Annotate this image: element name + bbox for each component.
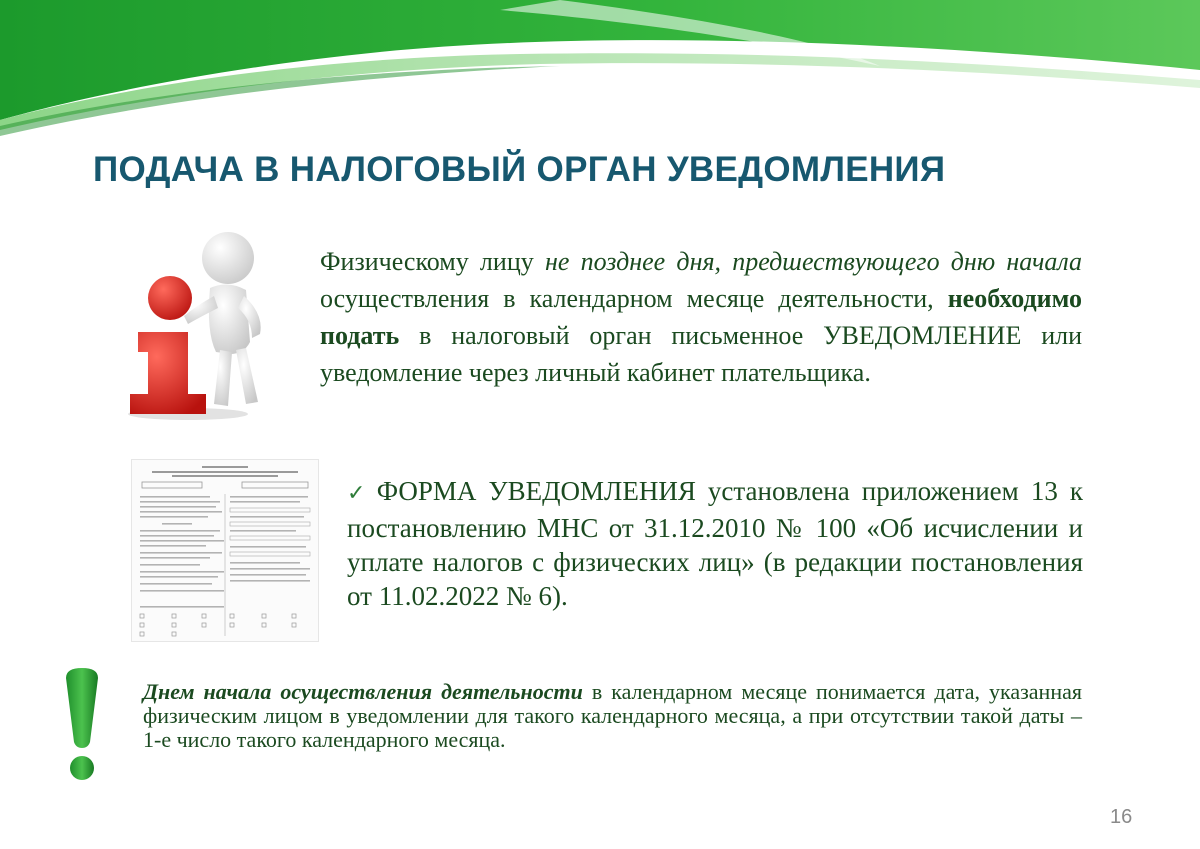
info-person-icon (118, 222, 298, 422)
para2-text: ФОРМА УВЕДОМЛЕНИЯ установлена приложением 13 к постановлению МНС от 31.12.2010 № 100 «Об исчислении и уплате налогов с физических лиц» (в редакции постановления от 11.02.2022 № 6). (347, 476, 1083, 611)
para1-text-3: в налоговый орган письменное УВЕДОМЛЕНИЕ или уведомление через личный кабинет плательщика. (320, 321, 1082, 387)
document-icon (132, 460, 318, 641)
page-number: 16 (1110, 806, 1133, 828)
header-wave-decoration (0, 0, 1200, 140)
para1-text-1: Физическому лицу (320, 247, 545, 276)
checkmark-icon: ✓ (347, 481, 371, 506)
para1-text-2: осуществления в календарном месяце деятельности, (320, 284, 948, 313)
exclamation-icon (58, 664, 106, 784)
form-reference-paragraph (347, 474, 1083, 613)
para3-term: Днем начала осуществления деятельности (143, 679, 583, 704)
para1-deadline-emphasis: не позднее дня, предшествующего дню начала (544, 247, 1082, 276)
notification-requirement-paragraph (320, 243, 1082, 391)
slide-title: ПОДАЧА В НАЛОГОВЫЙ ОРГАН УВЕДОМЛЕНИЯ (93, 150, 946, 189)
para3-text: в календарном месяце понимается дата, указанная физическим лицом в уведомлении для такого календарного месяца, а при отсутствии такой даты – 1-е число такого календарного месяца. (143, 679, 1082, 752)
start-date-definition-paragraph (143, 680, 1082, 752)
para1-must-submit: необходимо подать (320, 284, 1082, 350)
form-document-thumbnail (131, 459, 319, 642)
